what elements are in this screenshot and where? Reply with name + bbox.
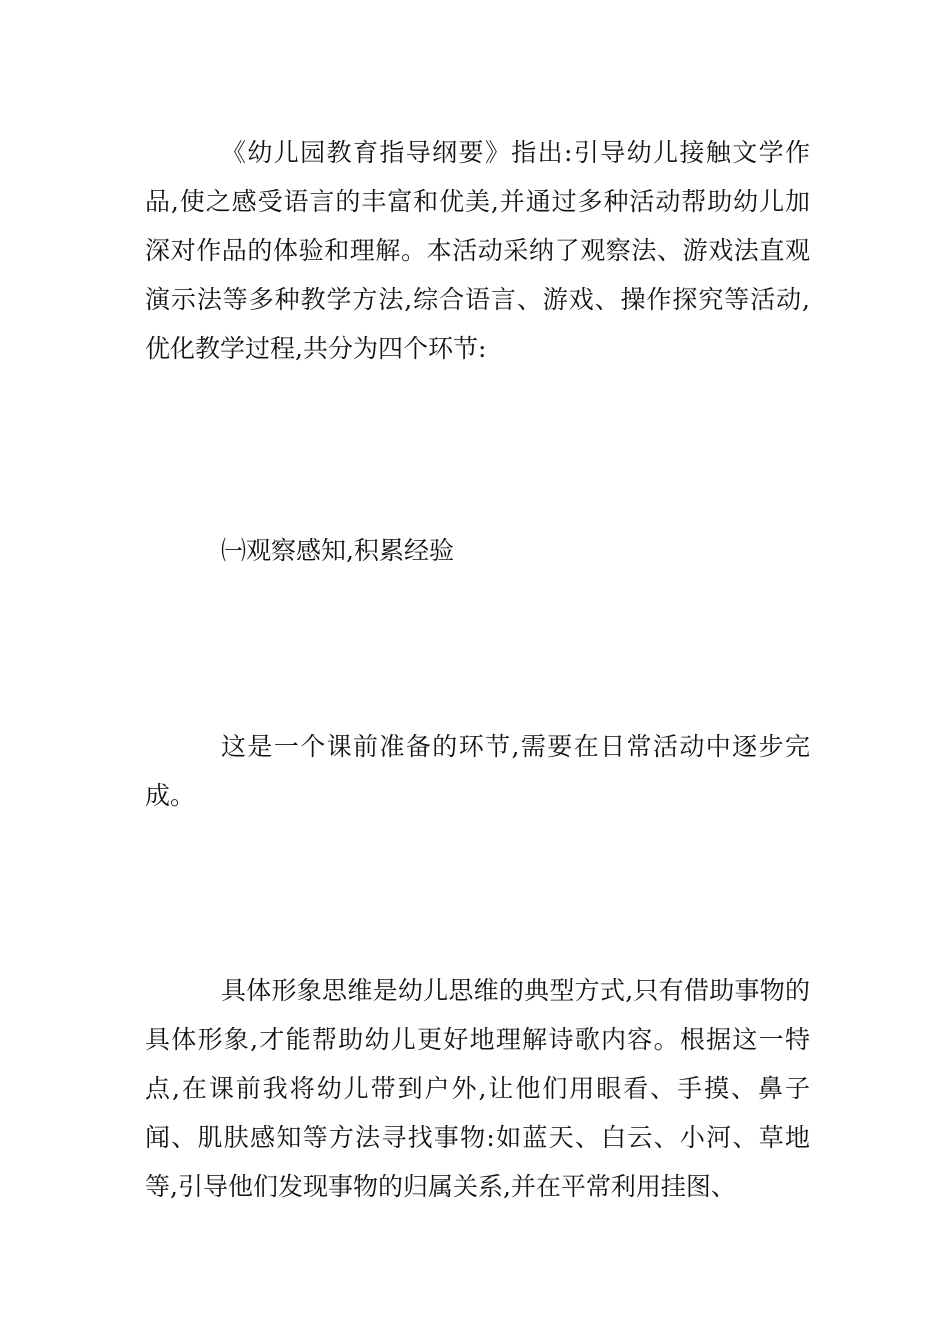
section-heading: ㈠观察感知,积累经验 — [221, 536, 454, 565]
body-paragraph: 具体形象思维是幼儿思维的典型方式,只有借助事物的具体形象,才能帮助幼儿更好地理解诗歌内容。根据这一特点,在课前我将幼儿带到户外,让他们用眼看、手摸、鼻子闻、肌肤感知等方法寻找事物:如蓝天、白云、小河、草地等,引导他们发现事物的归属关系,并在平常利用挂图、 — [145, 976, 810, 1201]
body-paragraph: 这是一个课前准备的环节,需要在日常活动中逐步完成。 — [145, 732, 810, 810]
intro-paragraph: 《幼儿园教育指导纲要》指出:引导幼儿接触文学作品,使之感受语言的丰富和优美,并通过多种活动帮助幼儿加深对作品的体验和理解。本活动采纳了观察法、游戏法直观演示法等多种教学方法,综合语言、游戏、操作探究等活动,优化教学过程,共分为四个环节: — [145, 138, 810, 363]
